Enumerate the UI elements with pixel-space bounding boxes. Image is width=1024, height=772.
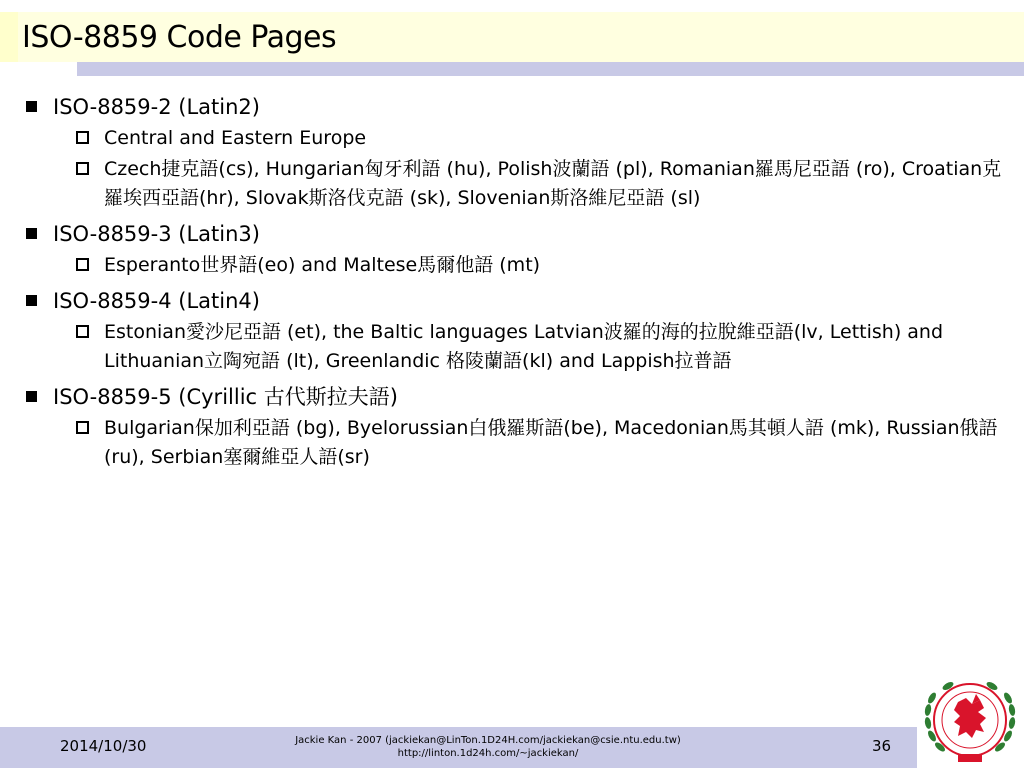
bullet-item-label: ISO-8859-5 (Cyrillic 古代斯拉夫語): [53, 385, 398, 409]
bullet-item: [22, 382, 1002, 412]
hollow-square-bullet-icon: [76, 421, 89, 434]
bullet-item-label: ISO-8859-3 (Latin3): [53, 222, 260, 246]
hollow-square-bullet-icon: [76, 258, 89, 271]
red-dragon-crest-icon: [918, 668, 1022, 768]
footer-credit-line: Jackie Kan - 2007 (jackiekan@LinTon.1D24H.com/jackiekan@csie.ntu.edu.tw): [295, 735, 681, 746]
page-number: 36: [872, 737, 892, 755]
sub-bullet-item: [22, 318, 1002, 376]
title-underline-stripe: [77, 62, 1024, 76]
slide-title: ISO-8859 Code Pages: [22, 20, 337, 55]
hollow-square-bullet-icon: [76, 325, 89, 338]
sub-bullet-text: Central and Eastern Europe: [104, 127, 367, 149]
bullet-item-label: ISO-8859-4 (Latin4): [53, 289, 260, 313]
sub-bullet-text: Esperanto世界語(eo) and Maltese馬爾他語 (mt): [104, 254, 541, 276]
square-bullet-icon: [26, 295, 37, 306]
bullet-item: [22, 286, 1002, 316]
title-bar: [0, 0, 1024, 80]
sub-bullet-text: Czech捷克語(cs), Hungarian匈牙利語 (hu), Polish波蘭語 (pl), Romanian羅馬尼亞語 (ro), Croatian克羅埃西亞語(hr), Slovak斯洛伐克語 (sk), Slovenian斯洛維尼亞語 (sl): [104, 158, 1002, 209]
footer-date: 2014/10/30: [60, 737, 147, 755]
bullet-item: [22, 219, 1002, 249]
sub-bullet-item: [22, 414, 1002, 472]
square-bullet-icon: [26, 391, 37, 402]
bullet-item: [22, 92, 1002, 122]
sub-bullet-item: [22, 124, 1002, 153]
footer-credit: [248, 734, 728, 760]
footer-url: http://linton.1d24h.com/~jackiekan/: [397, 748, 579, 759]
slide-footer: [0, 727, 917, 768]
sub-bullet-item: [22, 155, 1002, 213]
square-bullet-icon: [26, 101, 37, 112]
hollow-square-bullet-icon: [76, 131, 89, 144]
title-left-accent: [0, 12, 18, 62]
sub-bullet-item: [22, 251, 1002, 280]
sub-bullet-text: Estonian愛沙尼亞語 (et), the Baltic languages Latvian波羅的海的拉脫維亞語(lv, Lettish) and Lithuanian立陶宛語 (lt), Greenlandic 格陵蘭語(kl) and Lappish拉普語: [104, 321, 944, 372]
square-bullet-icon: [26, 228, 37, 239]
bullet-item-label: ISO-8859-2 (Latin2): [53, 95, 260, 119]
hollow-square-bullet-icon: [76, 162, 89, 175]
sub-bullet-text: Bulgarian保加利亞語 (bg), Byelorussian白俄羅斯語(be), Macedonian馬其頓人語 (mk), Russian俄語 (ru), Serbian塞爾維亞人語(sr): [104, 417, 998, 468]
slide-content: [22, 86, 1002, 472]
